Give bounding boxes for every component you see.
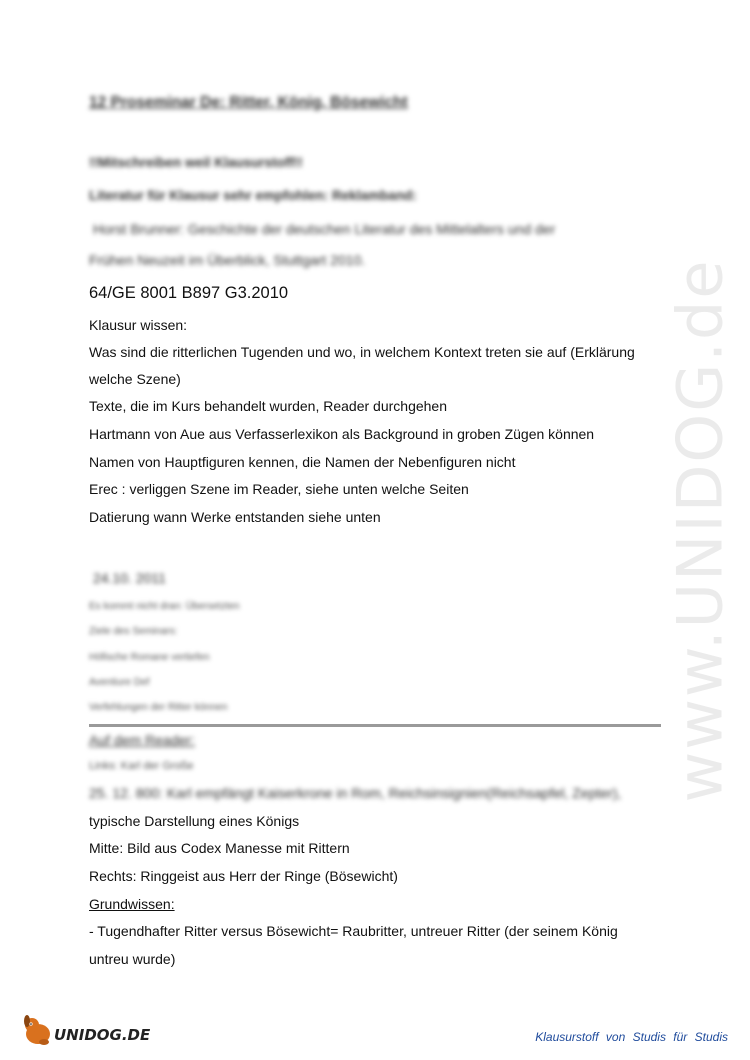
footer-tagline: Klausurstoff von Studis für Studis bbox=[535, 1030, 728, 1044]
session-item: Aventiure Def bbox=[89, 677, 150, 688]
basics-heading: Grundwissen: bbox=[89, 896, 175, 912]
reader-karl: 25. 12. 800: Karl empfängt Kaiserkrone in Rom, Reichsinsignien(Reichsapfel, Zepter), bbox=[89, 785, 622, 801]
session-item: Es kommt nicht dran: Übersetzten bbox=[89, 601, 240, 612]
citation-line-2: Frühen Neuzeit im Überblick, Stuttgart 2010. bbox=[89, 252, 366, 268]
library-signature: 64/GE 8001 B897 G3.2010 bbox=[89, 284, 289, 302]
document-title: 12 Proseminar De: Ritter, König, Bösewicht bbox=[89, 94, 408, 111]
literature-recommendation: Literatur für Klausur sehr empfohlen: Reklamband: bbox=[89, 188, 417, 203]
reader-middle: Mitte: Bild aus Codex Manesse mit Rittern bbox=[89, 840, 350, 856]
session-date: 24.10. 2011 bbox=[93, 570, 166, 586]
reader-heading: Auf dem Reader: bbox=[89, 732, 195, 748]
session-item: Verfehlungen der Ritter können bbox=[89, 702, 228, 713]
basics-line: - Tugendhafter Ritter versus Bösewicht= Raubritter, untreuer Ritter (der seinem König bbox=[89, 923, 618, 939]
basics-line: untreu wurde) bbox=[89, 951, 176, 967]
exam-item: Namen von Hauptfiguren kennen, die Namen der Nebenfiguren nicht bbox=[89, 454, 516, 470]
exam-item: Texte, die im Kurs behandelt wurden, Reader durchgehen bbox=[89, 398, 447, 414]
exam-note: !!Mitschreiben weil Klausurstoff!! bbox=[89, 155, 303, 170]
watermark bbox=[630, 0, 750, 1060]
exam-heading: Klausur wissen: bbox=[89, 317, 188, 333]
exam-item: Hartmann von Aue aus Verfasserlexikon als Background in groben Zügen können bbox=[89, 426, 595, 442]
session-item: Ziele des Seminars: bbox=[89, 626, 178, 637]
logo-text: UNIDOG.DE bbox=[54, 1026, 151, 1044]
citation-line-1: Horst Brunner: Geschichte der deutschen Literatur des Mittelalters und der bbox=[93, 221, 556, 237]
exam-item: Was sind die ritterlichen Tugenden und wo, in welchem Kontext treten sie auf (Erklärung bbox=[89, 344, 635, 360]
dog-mascot-icon bbox=[18, 1010, 168, 1050]
section-divider bbox=[89, 724, 661, 727]
exam-item: welche Szene) bbox=[89, 371, 181, 387]
unidog-logo bbox=[18, 1010, 168, 1050]
exam-item: Datierung wann Werke entstanden siehe unten bbox=[89, 509, 381, 525]
reader-right: Rechts: Ringgeist aus Herr der Ringe (Bösewicht) bbox=[89, 868, 398, 884]
watermark-text: www.UNIDOG.de bbox=[663, 258, 737, 802]
reader-typical: typische Darstellung eines Königs bbox=[89, 813, 300, 829]
session-item: Höfische Romane vertiefen bbox=[89, 652, 210, 663]
reader-left: Links: Karl der Große bbox=[89, 760, 194, 772]
exam-item: Erec : verliggen Szene im Reader, siehe unten welche Seiten bbox=[89, 481, 469, 497]
